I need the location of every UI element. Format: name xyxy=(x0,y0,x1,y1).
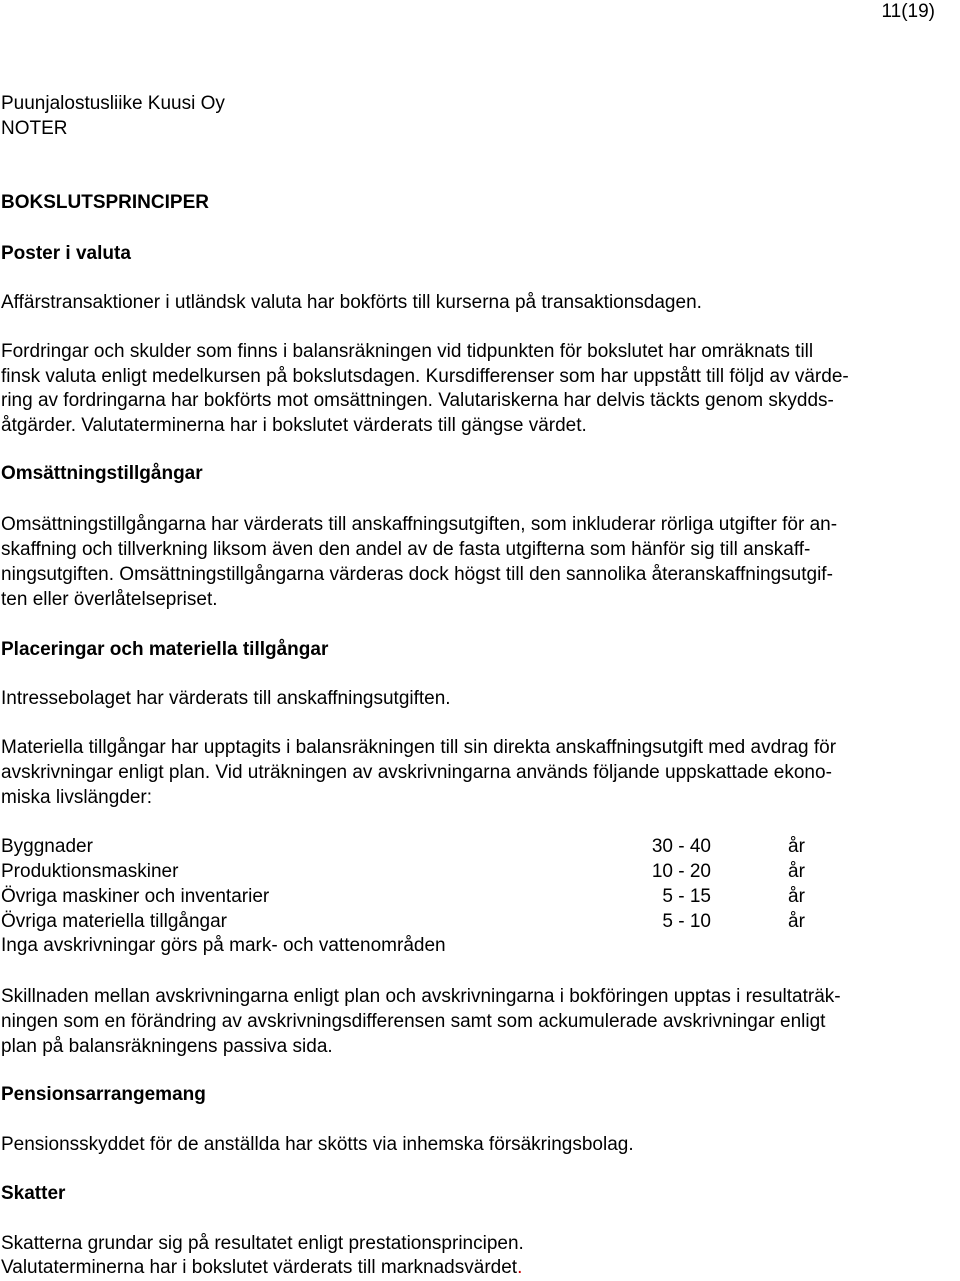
plac-p3-line-3: plan på balansräkningens passiva sida. xyxy=(1,1036,333,1057)
plac-p2-line-2: avskrivningar enligt plan. Vid uträkningen av avskrivningarna används följande uppskattade ekono- xyxy=(1,762,832,783)
oms-line-3: ningsutgiften. Omsättningstillgångarna värderas dock högst till den sannolika återanskaffningsutgif- xyxy=(1,564,833,585)
lifespan-row xyxy=(1,910,901,935)
oms-line-2: skaffning och tillverkning liksom även den andel av de fasta utgifterna som hänför sig till anskaff- xyxy=(1,539,811,560)
plac-p2-line-1: Materiella tillgångar har upptagits i balansräkningen till sin direkta anskaffningsutgift med avdrag för xyxy=(1,737,837,758)
skatter-paragraph-2 xyxy=(1,1256,522,1281)
lifespan-unit: år xyxy=(788,836,805,857)
page-number: 11(19) xyxy=(881,1,935,22)
lifespan-range: 5 - 15 xyxy=(662,886,711,907)
trailing-period: . xyxy=(517,1257,523,1278)
lifespan-row xyxy=(1,835,901,860)
lifespan-unit: år xyxy=(788,886,805,907)
oms-line-4: ten eller överlåtelsepriset. xyxy=(1,589,218,610)
lifespan-range: 5 - 10 xyxy=(662,911,711,932)
plac-paragraph-1: Intressebolaget har värderats till anskaffningsutgiften. xyxy=(1,688,451,709)
lifespan-unit: år xyxy=(788,911,805,932)
skatter-paragraph-2-text: Valutaterminerna har i bokslutet värderats till marknadsvärdet xyxy=(1,1257,518,1278)
plac-p2-line-3: miska livslängder: xyxy=(1,787,152,808)
heading-omsattningstillgangar: Omsättningstillgångar xyxy=(1,463,203,484)
plac-p3-line-1: Skillnaden mellan avskrivningarna enligt plan och avskrivningarna i bokföringen upptas i resultaträk- xyxy=(1,986,841,1007)
lifespan-range: 10 - 20 xyxy=(651,861,711,882)
lifespan-range: 30 - 40 xyxy=(651,836,711,857)
heading-placeringar: Placeringar och materiella tillgångar xyxy=(1,639,329,660)
lifespan-row xyxy=(1,885,901,910)
valuta-p2-line-3: ring av fordringarna har bokförts mot omsättningen. Valutariskerna har delvis täckts genom skydds- xyxy=(1,390,834,411)
heading-pensionsarrangemang: Pensionsarrangemang xyxy=(1,1084,206,1105)
lifespan-row xyxy=(1,860,901,885)
lifespan-label: Byggnader xyxy=(1,836,93,857)
lifespan-label: Övriga materiella tillgångar xyxy=(1,911,227,932)
lifespan-label: Produktionsmaskiner xyxy=(1,861,179,882)
heading-poster-i-valuta: Poster i valuta xyxy=(1,243,131,264)
no-depreciation-note: Inga avskrivningar görs på mark- och vattenområden xyxy=(1,935,446,956)
valuta-p2-line-2: finsk valuta enligt medelkursen på bokslutsdagen. Kursdifferenser som har uppstått till följd av värde- xyxy=(1,366,849,387)
lifespan-unit: år xyxy=(788,861,805,882)
company-name: Puunjalostusliike Kuusi Oy xyxy=(1,93,225,114)
oms-line-1: Omsättningstillgångarna har värderats till anskaffningsutgiften, som inkluderar rörliga utgifter för an- xyxy=(1,514,838,535)
pension-paragraph: Pensionsskyddet för de anställda har skötts via inhemska försäkringsbolag. xyxy=(1,1134,634,1155)
section-label: NOTER xyxy=(1,118,68,139)
main-heading: BOKSLUTSPRINCIPER xyxy=(1,192,209,213)
skatter-paragraph-1: Skatterna grundar sig på resultatet enligt prestationsprincipen. xyxy=(1,1233,524,1254)
valuta-p2-line-1: Fordringar och skulder som finns i balansräkningen vid tidpunkten för bokslutet har omräknats till xyxy=(1,341,814,362)
valuta-paragraph-1: Affärstransaktioner i utländsk valuta har bokförts till kurserna på transaktionsdagen. xyxy=(1,292,702,313)
plac-p3-line-2: ningen som en förändring av avskrivningsdifferensen samt som ackumulerade avskrivningar enligt xyxy=(1,1011,826,1032)
lifespan-label: Övriga maskiner och inventarier xyxy=(1,886,270,907)
valuta-p2-line-4: åtgärder. Valutaterminerna har i bokslutet värderats till gängse värdet. xyxy=(1,415,587,436)
heading-skatter: Skatter xyxy=(1,1183,66,1204)
